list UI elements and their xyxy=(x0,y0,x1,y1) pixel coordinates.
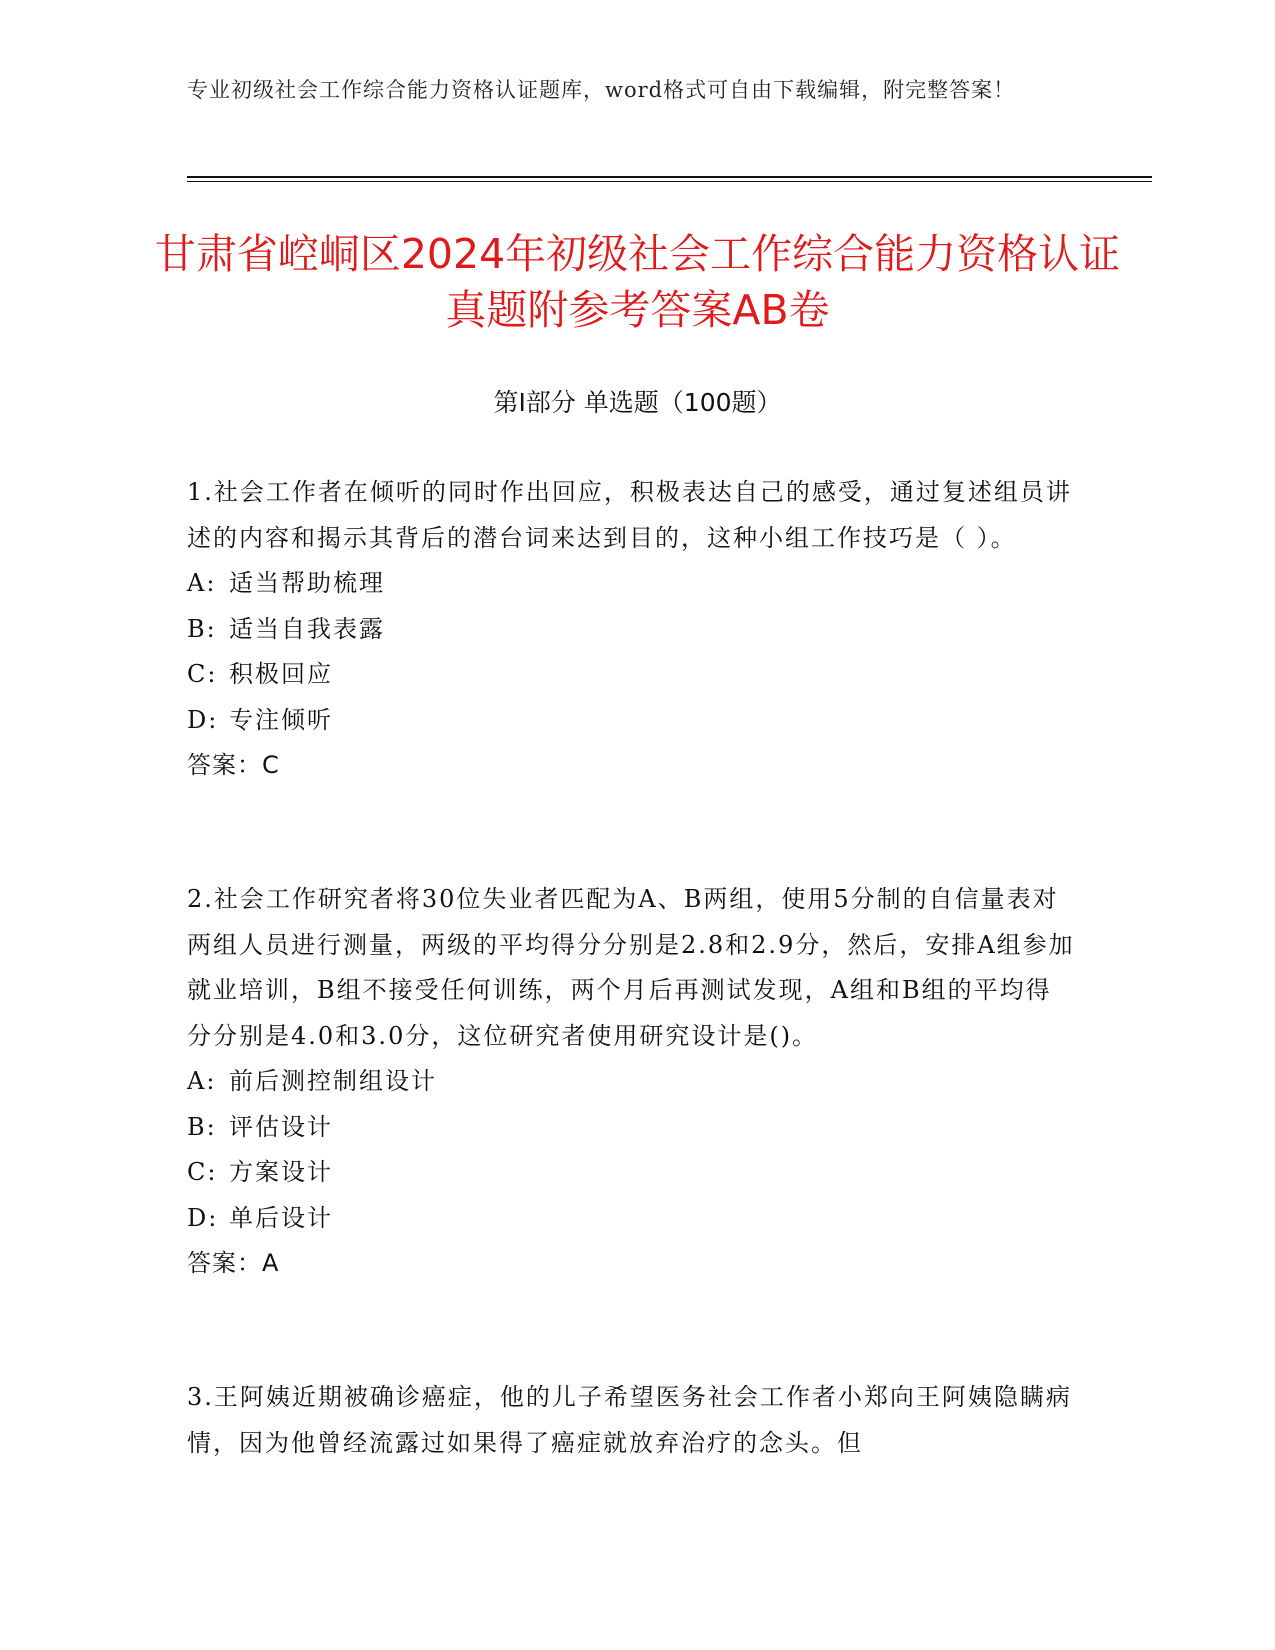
option-letter: B: xyxy=(187,1112,217,1141)
option-b xyxy=(187,607,1077,653)
option-a xyxy=(187,1059,1077,1105)
option-letter: D: xyxy=(187,705,219,734)
option-b xyxy=(187,1105,1077,1151)
question-1 xyxy=(187,470,1077,789)
answer-line: 答案：A xyxy=(187,1249,280,1277)
option-d xyxy=(187,1196,1077,1242)
option-text: 单后设计 xyxy=(229,1203,333,1232)
option-letter: C: xyxy=(187,660,218,688)
option-letter: A: xyxy=(187,1067,217,1095)
option-text: 积极回应 xyxy=(229,660,333,688)
header-divider xyxy=(187,176,1152,178)
option-text: 适当帮助梳理 xyxy=(229,569,385,597)
question-stem: 3.王阿姨近期被确诊癌症，他的儿子希望医务社会工作者小郑向王阿姨隐瞒病情，因为他曾经流露过如果得了癌症就放弃治疗的念头。但 xyxy=(187,1383,1072,1457)
option-text: 评估设计 xyxy=(229,1112,333,1141)
answer-line: 答案：C xyxy=(187,751,280,779)
document-title: 甘肃省崆峒区2024年初级社会工作综合能力资格认证真题附参考答案AB卷 xyxy=(154,230,1121,334)
question-2 xyxy=(187,877,1077,1287)
option-letter: B: xyxy=(187,614,217,643)
section-heading: 第Ⅰ部分 单选题（100题） xyxy=(493,388,782,417)
option-text: 前后测控制组设计 xyxy=(229,1067,437,1095)
option-d xyxy=(187,698,1077,744)
question-3 xyxy=(187,1375,1077,1466)
option-letter: A: xyxy=(187,569,217,597)
option-letter: C: xyxy=(187,1158,218,1186)
option-text: 专注倾听 xyxy=(229,705,333,734)
option-text: 适当自我表露 xyxy=(229,614,385,643)
option-a xyxy=(187,561,1077,607)
question-stem: 1.社会工作者在倾听的同时作出回应，积极表达自己的感受，通过复述组员讲述的内容和揭示其背后的潜台词来达到目的，这种小组工作技巧是（ ）。 xyxy=(187,478,1072,552)
option-letter: D: xyxy=(187,1203,219,1232)
header-note: 专业初级社会工作综合能力资格认证题库，word格式可自由下载编辑，附完整答案！ xyxy=(187,78,1016,102)
option-text: 方案设计 xyxy=(229,1158,333,1186)
header-divider-thin xyxy=(187,181,1152,182)
option-c xyxy=(187,652,1077,698)
option-c xyxy=(187,1150,1077,1196)
question-stem: 2.社会工作研究者将30位失业者匹配为A、B两组，使用5分制的自信量表对两组人员进行测量，两级的平均得分分别是2.8和2.9分，然后，安排A组参加就业培训，B组不接受任何训练，两个月后再测试发现，A组和B组的平均得分分别是4.0和3.0分，这位研究者使用研究设计是()。 xyxy=(187,885,1075,1050)
